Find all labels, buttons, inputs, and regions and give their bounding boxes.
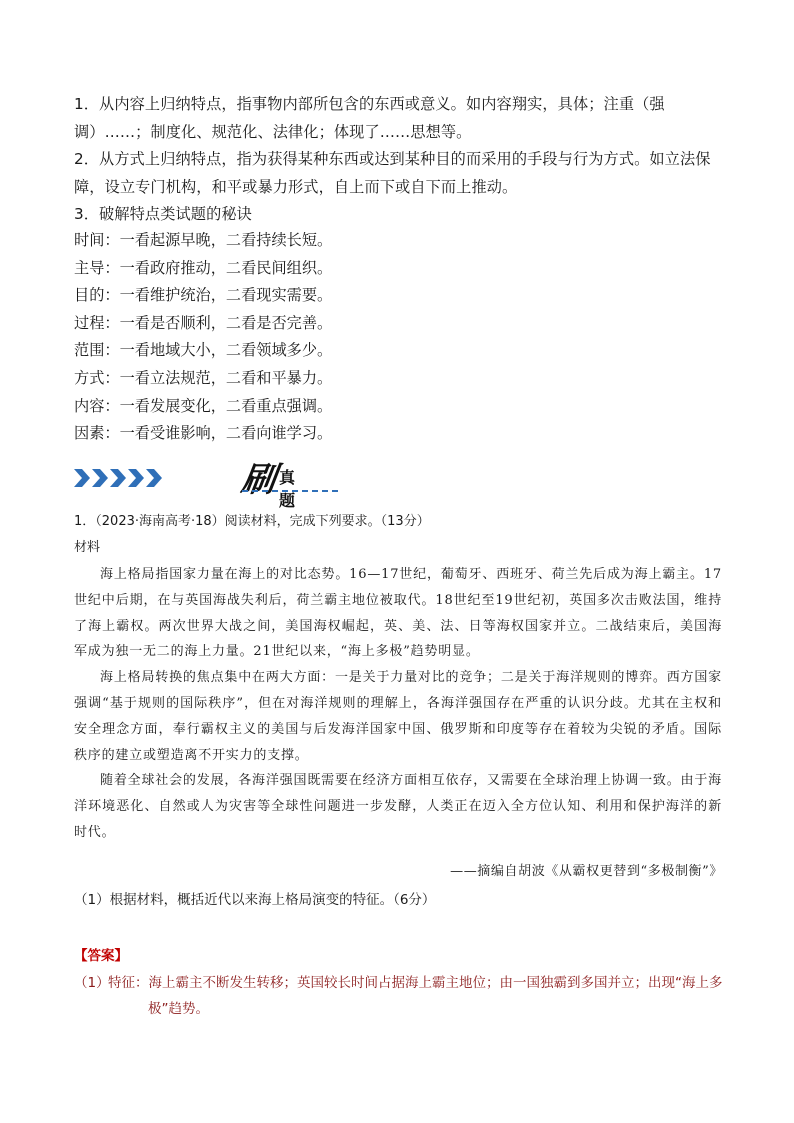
material-label: 材料 <box>74 540 101 555</box>
tips-list <box>74 227 474 448</box>
intro-point-2: 2．从方式上归纳特点，指为获得某种东西或达到某种目的而采用的手段与行为方式。如立法保障，设立专门机构，和平或暴力形式，自上而下或自下而上推动。 <box>74 150 711 196</box>
material-paragraph: 随着全球社会的发展，各海洋强国既需要在经济方面相互依存，又需要在全球治理上协调一致。由于海洋环境恶化、自然或人为灾害等全球性问题进一步发酵，人类正在迈入全方位认知、利用和保护海洋的新时代。 <box>74 773 722 840</box>
sub-question: （1）根据材料，概括近代以来海上格局演变的特征。（6分） <box>74 892 436 908</box>
brush-character: 刷 <box>238 460 279 500</box>
chevrons-icon <box>74 467 164 489</box>
intro-section <box>74 91 724 229</box>
tip-item: 因素：一看受谁影响，二看向谁学习。 <box>74 424 333 443</box>
answer-number: （1） <box>74 975 110 991</box>
tip-item: 过程：一看是否顺利，二看是否完善。 <box>74 313 333 332</box>
answer-label: 【答案】 <box>74 948 128 964</box>
banner-title: 真题 <box>279 468 296 510</box>
answer-text: 特征：海上霸主不断发生转移；英国较长时间占据海上霸主地位；由一国独霸到多国并立；出现“海上多极”趋势。 <box>108 975 723 1017</box>
material-paragraph: 海上格局指国家力量在海上的对比态势。16—17世纪，葡萄牙、西班牙、荷兰先后成为海上霸主。17世纪中后期，在与英国海战失利后，荷兰霸主地位被取代。18世纪至19世纪初，英国多次击败法国，维持了海上霸权。两次世界大战之间，美国海权崛起，英、美、法、日等海权国家并立。二战结束后，美国海军成为独一无二的海上力量。21世纪以来，“海上多极”趋势明显。 <box>74 567 722 660</box>
question-intro: 1．（2023·海南高考·18）阅读材料，完成下列要求。（13分） <box>74 514 430 529</box>
intro-point-1: 1．从内容上归纳特点，指事物内部所包含的东西或意义。如内容翔实，具体；注重（强调）……；制度化、规范化、法律化；体现了……思想等。 <box>74 95 665 141</box>
intro-point-3: 3．破解特点类试题的秘诀 <box>74 205 252 224</box>
tip-item: 范围：一看地域大小，二看领域多少。 <box>74 341 333 360</box>
tip-item: 目的：一看维护统治，二看现实需要。 <box>74 286 333 305</box>
tip-item: 内容：一看发展变化，二看重点强调。 <box>74 396 333 415</box>
material-source: ——摘编自胡波《从霸权更替到“多极制衡”》 <box>450 864 723 879</box>
section-banner <box>74 450 296 510</box>
material-paragraph: 海上格局转换的焦点集中在两大方面：一是关于力量对比的竞争；二是关于海洋规则的博弈。西方国家强调“基于规则的国际秩序”，但在对海洋规则的理解上，各海洋强国存在严重的认识分歧。尤其在主权和安全理念方面，奉行霸权主义的美国与后发海洋国家中国、俄罗斯和印度等存在着较为尖锐的矛盾。国际秩序的建立或塑造离不开实力的支撑。 <box>74 670 722 763</box>
material-text <box>74 562 722 846</box>
tip-item: 时间：一看起源早晚，二看持续长短。 <box>74 231 333 249</box>
banner-underline <box>242 490 338 492</box>
answer-block <box>74 970 724 1022</box>
tip-item: 方式：一看立法规范，二看和平暴力。 <box>74 368 333 387</box>
tip-item: 主导：一看政府推动，二看民间组织。 <box>74 258 333 277</box>
